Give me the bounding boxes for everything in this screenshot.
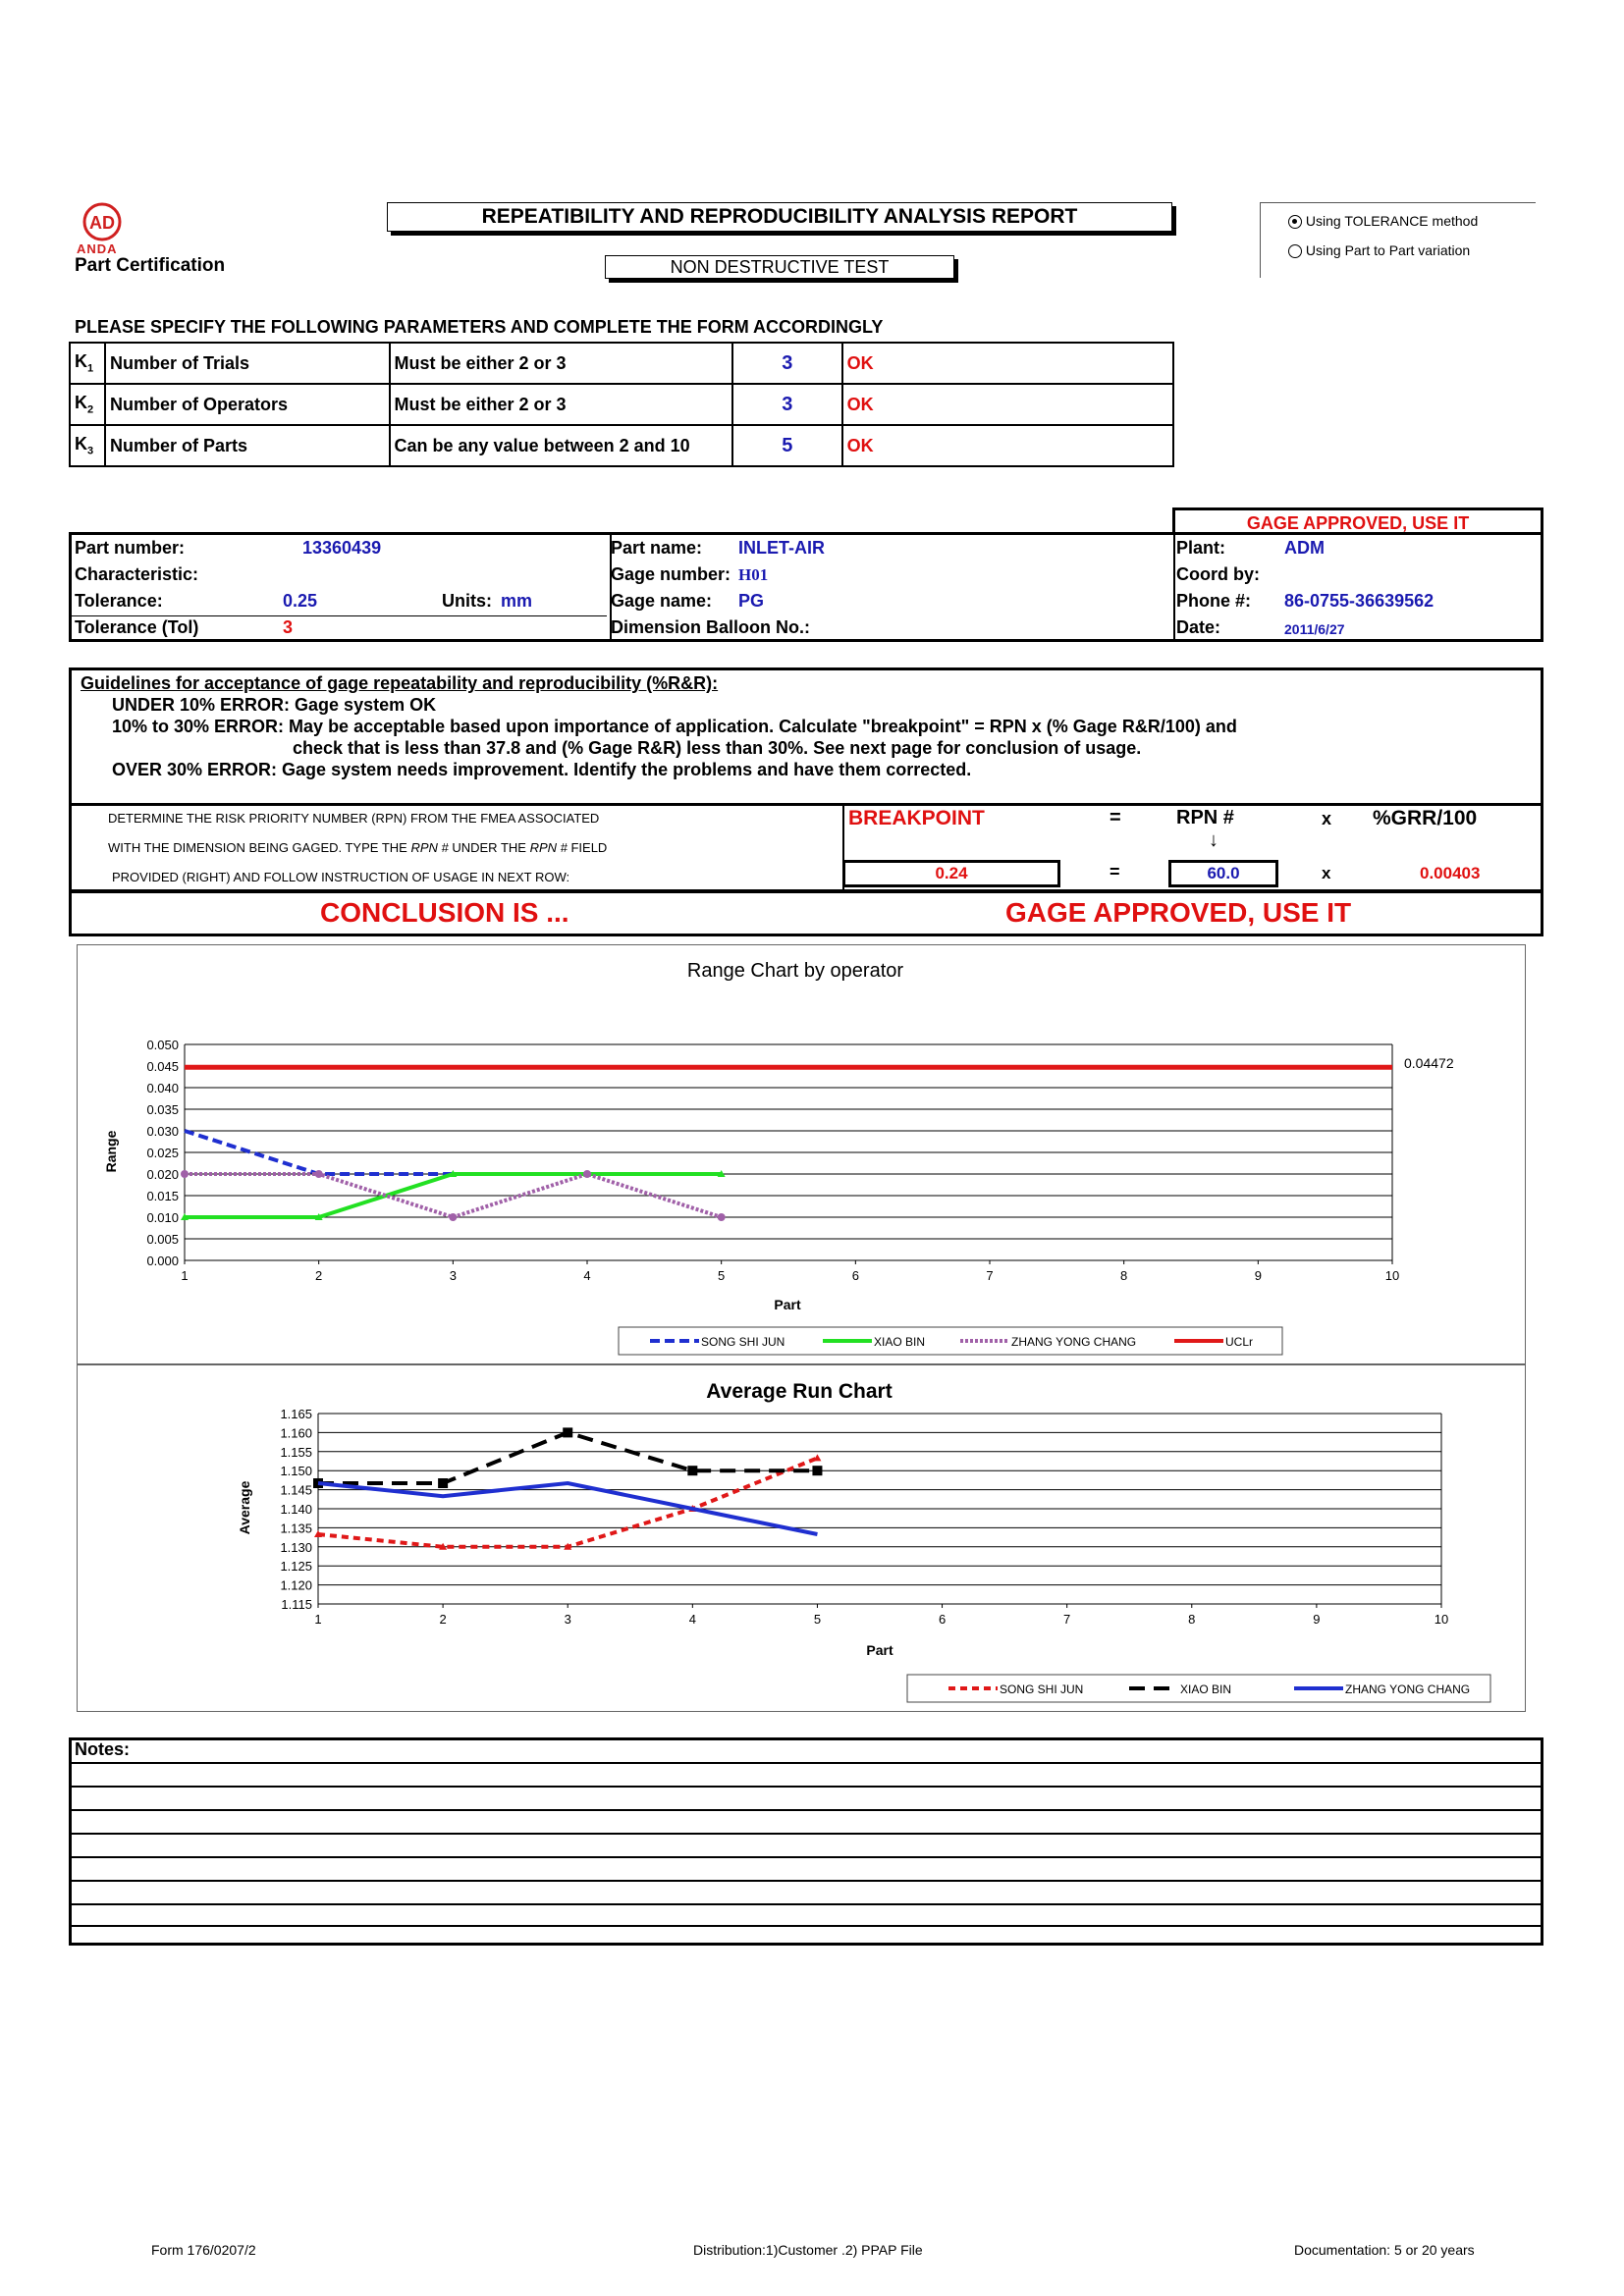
data-point	[181, 1170, 189, 1178]
grr-value: 0.00403	[1420, 864, 1481, 882]
y-tick-label: 0.030	[146, 1124, 179, 1139]
gage-number-value[interactable]: H01	[738, 565, 769, 584]
report-title	[387, 202, 1172, 232]
notes-line	[69, 1833, 1543, 1835]
rpn-value: 60.0	[1207, 864, 1240, 882]
gage-number-label: Gage number:	[611, 564, 731, 584]
param-status: OK	[842, 343, 1173, 384]
method-option-part-variation-label: Using Part to Part variation	[1305, 242, 1471, 258]
table-row	[70, 425, 1173, 466]
legend-entry: UCLr	[1225, 1335, 1254, 1349]
phone-value[interactable]: 86-0755-36639562	[1284, 591, 1435, 611]
legend-entry: ZHANG YONG CHANG	[1345, 1682, 1471, 1696]
x-tick-label: 10	[1434, 1612, 1449, 1627]
x-tick-label: 4	[583, 1268, 591, 1283]
tol-label: Tolerance (Tol)	[75, 617, 199, 637]
y-tick-label: 1.165	[280, 1407, 312, 1421]
svg-text:AD: AD	[89, 213, 115, 233]
series-line-xiao-bin	[318, 1432, 817, 1483]
param-rule: Must be either 2 or 3	[390, 343, 732, 384]
data-point	[718, 1213, 726, 1221]
param-status: OK	[842, 384, 1173, 425]
notes-line	[69, 1809, 1543, 1811]
tolerance-label: Tolerance:	[75, 591, 163, 611]
notes-box[interactable]	[69, 1737, 1543, 1946]
y-tick-label: 1.130	[280, 1539, 312, 1555]
plant-label: Plant:	[1176, 538, 1226, 558]
legend-entry: SONG SHI JUN	[701, 1335, 785, 1349]
x-tick-label: 6	[938, 1612, 947, 1627]
y-tick-label: 0.050	[146, 1038, 179, 1052]
x-tick-label: 8	[1188, 1612, 1196, 1627]
k-label: $K_3$	[70, 425, 105, 466]
param-rule: Must be either 2 or 3	[390, 384, 732, 425]
rpn-instruction-2: WITH THE DIMENSION BEING GAGED. TYPE THE RPN # UNDER THE RPN # FIELD	[108, 840, 608, 855]
x-tick-label: 2	[315, 1268, 323, 1283]
range-chart-title: Range Chart by operator	[686, 960, 904, 982]
breakpoint-value-box	[842, 860, 1060, 887]
x-tick-label: 3	[564, 1612, 571, 1627]
part-number-label: Part number:	[75, 538, 186, 558]
y-tick-label: 0.020	[146, 1167, 179, 1182]
conclusion-value: GAGE APPROVED, USE IT	[1005, 897, 1352, 928]
params-instruction: PLEASE SPECIFY THE FOLLOWING PARAMETERS AND COMPLETE THE FORM ACCORDINGLY	[75, 317, 884, 337]
grr-label: %GRR/100	[1373, 807, 1478, 829]
y-tick-label: 1.160	[280, 1425, 312, 1441]
part-name-label: Part name:	[611, 538, 703, 558]
rpn-label: RPN #	[1176, 807, 1234, 828]
y-tick-label: 1.125	[280, 1559, 312, 1575]
param-status: OK	[842, 425, 1173, 466]
x-tick-label: 5	[718, 1268, 726, 1283]
average-chart-xlabel: Part	[866, 1642, 893, 1658]
x-tick-label: 2	[439, 1612, 447, 1627]
legend-entry: XIAO BIN	[1180, 1682, 1232, 1696]
breakpoint-label: BREAKPOINT	[848, 807, 985, 829]
param-name: Number of Operators	[105, 384, 390, 425]
gage-name-label: Gage name:	[611, 591, 713, 611]
gage-name-value[interactable]: PG	[738, 591, 765, 611]
units-label: Units:	[442, 591, 492, 611]
param-value-input[interactable]: 5	[732, 425, 842, 466]
notes-line	[69, 1762, 1543, 1764]
data-point	[812, 1466, 822, 1475]
guideline-under-10: UNDER 10% ERROR: Gage system OK	[112, 695, 437, 715]
data-point	[449, 1213, 457, 1221]
k-label: $K_1$	[70, 343, 105, 384]
data-point	[563, 1427, 572, 1437]
plant-value[interactable]: ADM	[1284, 538, 1325, 558]
x-tick-label: 6	[851, 1268, 859, 1283]
report-title-text: REPEATIBILITY AND REPRODUCIBILITY ANALYSIS REPORT	[481, 205, 1078, 228]
date-value[interactable]: 2011/6/27	[1284, 621, 1345, 637]
status-banner	[1172, 507, 1543, 535]
range-chart-xlabel: Part	[774, 1297, 801, 1312]
company-subtitle: Part Certification	[75, 255, 226, 276]
test-type-text: NON DESTRUCTIVE TEST	[670, 257, 890, 277]
y-tick-label: 0.000	[146, 1254, 179, 1268]
method-option-part-variation[interactable]	[1288, 242, 1470, 258]
x-tick-label: 9	[1254, 1268, 1262, 1283]
equals-sign-2: =	[1110, 862, 1120, 881]
units-value[interactable]: mm	[501, 591, 533, 611]
y-tick-label: 0.010	[146, 1210, 179, 1225]
tolerance-value[interactable]: 0.25	[283, 591, 318, 611]
x-tick-label: 7	[1063, 1612, 1071, 1627]
x-tick-label: 5	[813, 1612, 822, 1627]
y-tick-label: 0.040	[146, 1081, 179, 1095]
coord-label: Coord by:	[1176, 564, 1260, 584]
x-tick-label: 3	[449, 1268, 457, 1283]
y-tick-label: 0.015	[146, 1189, 179, 1203]
method-option-tolerance[interactable]	[1288, 213, 1478, 229]
k-label: $K_2$	[70, 384, 105, 425]
guidelines-title: Guidelines for acceptance of gage repeatability and reproducibility (%R&R):	[81, 673, 719, 693]
part-number-value[interactable]: 13360439	[302, 538, 382, 558]
y-tick-label: 1.115	[281, 1597, 312, 1612]
y-tick-label: 0.025	[146, 1146, 179, 1160]
notes-line	[69, 1786, 1543, 1788]
guideline-10-30: 10% to 30% ERROR: May be acceptable based upon importance of application. Calculate "breakpoint" = RPN x (% Gage R&R/100) and	[112, 717, 1237, 736]
legend-entry: SONG SHI JUN	[1000, 1682, 1084, 1696]
rpn-value-input[interactable]	[1168, 860, 1278, 887]
x-tick-label: 10	[1384, 1268, 1400, 1283]
data-point	[583, 1170, 591, 1178]
x-tick-label: 8	[1120, 1268, 1128, 1283]
date-label: Date:	[1176, 617, 1221, 637]
y-tick-label: 0.045	[146, 1059, 179, 1074]
series-line-song-shi-jun	[318, 1458, 817, 1546]
param-value-input[interactable]: 3	[732, 343, 842, 384]
range-chart	[77, 944, 1526, 1364]
average-chart-ylabel: Average	[237, 1480, 252, 1535]
y-tick-label: 0.005	[146, 1232, 179, 1247]
x-tick-label: 1	[314, 1612, 322, 1627]
radio-selected-icon	[1288, 215, 1302, 229]
status-banner-text: GAGE APPROVED, USE IT	[1246, 513, 1470, 533]
multiply-sign-2: x	[1322, 864, 1331, 882]
method-option-tolerance-label: Using TOLERANCE method	[1305, 213, 1479, 229]
method-selector	[1260, 202, 1536, 278]
radio-unselected-icon	[1288, 244, 1302, 258]
param-name: Number of Parts	[105, 425, 390, 466]
y-tick-label: 1.150	[280, 1464, 312, 1479]
average-chart	[77, 1364, 1526, 1712]
data-point	[438, 1478, 448, 1488]
notes-line	[69, 1925, 1543, 1927]
data-point	[687, 1466, 697, 1475]
x-tick-label: 7	[986, 1268, 994, 1283]
params-table	[69, 342, 1174, 467]
characteristic-label: Characteristic:	[75, 564, 199, 584]
x-tick-label: 4	[688, 1612, 696, 1627]
anda-logo-icon	[79, 202, 126, 241]
param-name: Number of Trials	[105, 343, 390, 384]
notes-line	[69, 1903, 1543, 1905]
footer-form: Form 176/0207/2	[151, 2242, 256, 2258]
legend-entry: ZHANG YONG CHANG	[1011, 1335, 1137, 1349]
y-tick-label: 1.135	[280, 1521, 312, 1536]
table-row	[70, 384, 1173, 425]
phone-label: Phone #:	[1176, 591, 1252, 611]
y-tick-label: 1.145	[280, 1482, 312, 1498]
test-type	[605, 255, 954, 279]
guideline-10-30-cont: check that is less than 37.8 and (% Gage R&R) less than 30%. See next page for conclusion of usage.	[293, 738, 1142, 758]
rpn-instruction-1: DETERMINE THE RISK PRIORITY NUMBER (RPN) FROM THE FMEA ASSOCIATED	[108, 811, 600, 826]
company-logo	[79, 202, 126, 241]
y-tick-label: 1.140	[280, 1502, 312, 1517]
equals-sign: =	[1110, 807, 1121, 828]
rpn-instruction-3: PROVIDED (RIGHT) AND FOLLOW INSTRUCTION OF USAGE IN NEXT ROW:	[112, 870, 570, 884]
table-row	[70, 343, 1173, 384]
param-value-input[interactable]: 3	[732, 384, 842, 425]
notes-label: Notes:	[75, 1739, 131, 1759]
arrow-down-icon: ↓	[1209, 829, 1218, 851]
y-tick-label: 1.120	[280, 1577, 312, 1593]
x-tick-label: 9	[1313, 1612, 1321, 1627]
x-tick-label: 1	[181, 1268, 189, 1283]
footer-distribution: Distribution:1)Customer .2) PPAP File	[693, 2242, 923, 2258]
notes-line	[69, 1880, 1543, 1882]
y-tick-label: 1.155	[280, 1444, 312, 1460]
guideline-over-30: OVER 30% ERROR: Gage system needs improvement. Identify the problems and have them corrected.	[112, 760, 972, 779]
legend-entry: XIAO BIN	[874, 1335, 926, 1349]
tol-value: 3	[283, 617, 294, 637]
conclusion-label: CONCLUSION IS ...	[320, 897, 569, 928]
breakpoint-value: 0.24	[935, 864, 968, 882]
data-point	[315, 1170, 323, 1178]
logo-text: ANDA	[77, 241, 118, 256]
balloon-label: Dimension Balloon No.:	[611, 617, 811, 637]
ucl-label: 0.04472	[1404, 1055, 1454, 1071]
y-tick-label: 0.035	[146, 1102, 179, 1117]
footer-documentation: Documentation: 5 or 20 years	[1294, 2242, 1475, 2258]
notes-line	[69, 1856, 1543, 1858]
range-chart-ylabel: Range	[103, 1130, 119, 1173]
multiply-sign: x	[1322, 809, 1332, 828]
average-chart-title: Average Run Chart	[706, 1380, 893, 1403]
param-rule: Can be any value between 2 and 10	[390, 425, 732, 466]
part-name-value[interactable]: INLET-AIR	[738, 538, 825, 558]
